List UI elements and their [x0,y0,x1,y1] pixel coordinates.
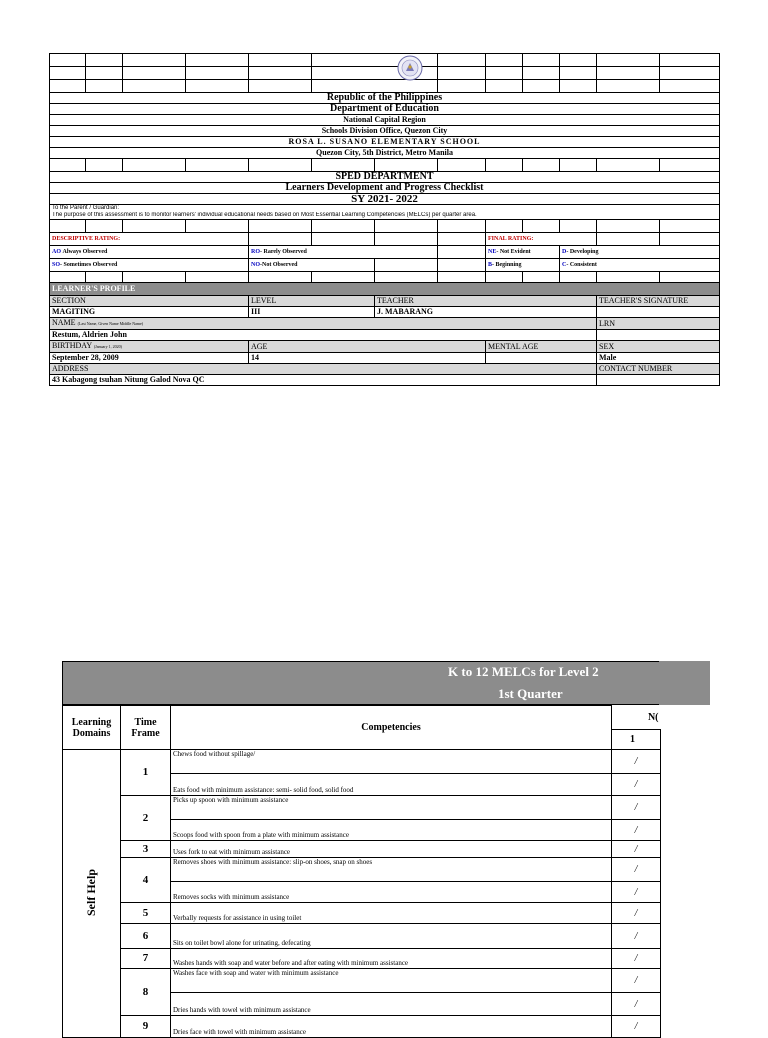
teacher-label: TEACHER [375,296,597,307]
rating-mark: / [612,750,661,774]
table-row [63,841,661,858]
rating-no: NO-Not Observed [249,259,375,272]
grid-row [50,80,720,93]
signature-value [597,307,720,318]
domain-label: Self Help [84,869,98,916]
time-frame-cell: 5 [121,903,171,924]
profile-title: LEARNER'S PROFILE [50,283,720,296]
rating-mark: / [612,924,661,949]
birthday-value: September 28, 2009 [50,353,249,364]
rating-mark: / [612,882,661,903]
table-row [63,924,661,949]
rating-mark: / [612,949,661,969]
learner-form [49,53,720,386]
parent-salutation: To the Parent / Guardian: [50,205,720,213]
rating-mark: / [612,969,661,993]
level-label: LEVEL [249,296,375,307]
table-row [63,796,661,820]
competency-cell: Washes face with soap and water with minimum assistance [171,969,612,993]
deped-seal-icon [397,55,423,81]
grid-row [50,54,720,67]
lrn-label: LRN [597,318,720,330]
age-value: 14 [249,353,486,364]
col-quarter-1: 1 [612,730,661,750]
competency-cell: Removes shoes with minimum assistance: slip-on shoes, snap on shoes [171,858,612,882]
quarter-title: 1st Quarter [498,686,563,701]
time-frame-cell: 9 [121,1016,171,1038]
time-frame-cell: 7 [121,949,171,969]
col-time-frame: Time Frame [121,706,171,750]
table-row [63,969,661,993]
name-label: NAME (Last Name, Given Name Middle Name) [50,318,597,330]
rating-mark: / [612,841,661,858]
region-line: National Capital Region [50,115,720,126]
rating-mark: / [612,858,661,882]
competency-cell: Uses fork to eat with minimum assistance [171,841,612,858]
rating-b: B- Beginning [486,259,560,272]
rating-mark: / [612,774,661,796]
assessment-purpose: The purpose of this assessment is to monitor learners' individual educational needs based on Most Essential Learning Competencies (MELCs) per quarter area. [50,212,720,220]
rating-mark: / [612,1016,661,1038]
address-value: 43 Kabagong tsuhan Nitung Galod Nova QC [50,375,597,386]
sex-label: SEX [597,341,720,353]
final-rating-title: FINAL RATING: [486,233,597,246]
age-label: AGE [249,341,486,353]
time-frame-cell: 8 [121,969,171,1016]
address-label: ADDRESS [50,364,597,375]
competency-cell: Dries hands with towel with minimum assistance [171,993,612,1016]
signature-label: TEACHER'S SIGNATURE [597,296,720,307]
contact-value [597,375,720,386]
competency-cell: Washes hands with soap and water before and after eating with minimum assistance [171,949,612,969]
deped-line: Department of Education [50,104,720,115]
competency-cell: Picks up spoon with minimum assistance [171,796,612,820]
table-row [63,1016,661,1038]
table-row [63,750,661,774]
republic-line: Republic of the Philippines [50,93,720,104]
lrn-value [597,330,720,341]
birthday-label: BIRTHDAY (January 1, 2020) [50,341,249,353]
school-name: ROSA L. SUSANO ELEMENTARY SCHOOL [50,137,720,148]
col-no: N( [612,706,661,730]
melc-table [62,705,661,1038]
rating-mark: / [612,903,661,924]
sped-dept: SPED DEPARTMENT [50,172,720,183]
competency-cell: Removes socks with minimum assistance [171,882,612,903]
time-frame-cell: 1 [121,750,171,796]
rating-mark: / [612,820,661,841]
section-label: SECTION [50,296,249,307]
section-value: MAGITING [50,307,249,318]
competency-cell: Sits on toilet bowl alone for urinating, defecating [171,924,612,949]
school-year: SY 2021- 2022 [50,194,720,205]
division-line: Schools Division Office, Quezon City [50,126,720,137]
table-row [63,903,661,924]
col-competencies: Competencies [171,706,612,750]
mental-age-label: MENTAL AGE [486,341,597,353]
rating-ne: NE- Not Evident [486,246,560,259]
mental-age-value [486,353,597,364]
melc-title: K to 12 MELCs for Level 2 [448,664,599,679]
col-learning-domains: Learning Domains [63,706,121,750]
melc-rows [63,750,661,1038]
competency-cell: Chews food without spillage/ [171,750,612,774]
school-address: Quezon City, 5th District, Metro Manila [50,148,720,159]
rating-c: C- Consistent [560,259,720,272]
name-value: Restum, Aldrien John [50,330,597,341]
sex-value: Male [597,353,720,364]
level-value: III [249,307,375,318]
competency-cell: Eats food with minimum assistance: semi- solid food, solid food [171,774,612,796]
teacher-value: J. MABARANG [375,307,597,318]
competency-cell: Verbally requests for assistance in using toilet [171,903,612,924]
time-frame-cell: 3 [121,841,171,858]
competency-cell: Scoops food with spoon from a plate with minimum assistance [171,820,612,841]
rating-mark: / [612,993,661,1016]
descriptive-rating-title: DESCRIPTIVE RATING: [50,233,249,246]
table-row [63,949,661,969]
time-frame-cell: 4 [121,858,171,903]
rating-mark: / [612,796,661,820]
grid-row [50,67,720,80]
domain-cell [63,750,121,1038]
time-frame-cell: 6 [121,924,171,949]
time-frame-cell: 2 [121,796,171,841]
rating-ao: AO Always Observed [50,246,249,259]
rating-ro: RO- Rarely Observed [249,246,438,259]
table-row [63,858,661,882]
checklist-title: Learners Development and Progress Checklist [50,183,720,194]
rating-d: D- Developing [560,246,720,259]
competency-cell: Dries face with towel with minimum assistance [171,1016,612,1038]
rating-so: SO- Sometimes Observed [50,259,249,272]
contact-label: CONTACT NUMBER [597,364,720,375]
